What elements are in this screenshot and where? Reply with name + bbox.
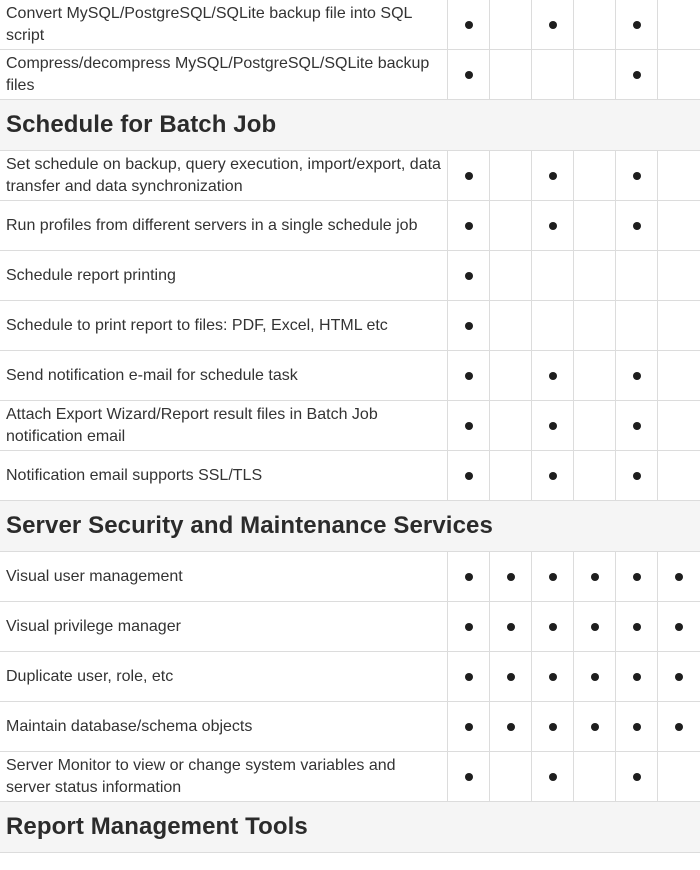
feature-label: Schedule to print report to files: PDF, Excel, HTML etc [0, 301, 448, 351]
table-row [0, 552, 700, 602]
support-cell-col-1 [448, 301, 490, 351]
support-cell-col-1 [448, 602, 490, 652]
support-cell-col-6 [658, 251, 700, 301]
support-cell-col-2 [490, 351, 532, 401]
supported-dot-icon [675, 573, 683, 581]
support-cell-col-4 [574, 151, 616, 201]
supported-dot-icon [465, 623, 473, 631]
supported-dot-icon [591, 673, 599, 681]
supported-dot-icon [507, 623, 515, 631]
supported-dot-icon [465, 723, 473, 731]
support-cell-col-6 [658, 552, 700, 602]
table-row [0, 50, 700, 100]
supported-dot-icon [549, 623, 557, 631]
support-cell-col-4 [574, 201, 616, 251]
table-row [0, 151, 700, 201]
support-cell-col-4 [574, 652, 616, 702]
support-cell-col-6 [658, 201, 700, 251]
support-cell-col-2 [490, 552, 532, 602]
supported-dot-icon [465, 222, 473, 230]
support-cell-col-3 [532, 702, 574, 752]
feature-label: Compress/decompress MySQL/PostgreSQL/SQLite backup files [0, 50, 448, 100]
support-cell-col-2 [490, 401, 532, 451]
support-cell-col-6 [658, 652, 700, 702]
feature-label: Visual privilege manager [0, 602, 448, 652]
support-cell-col-5 [616, 251, 658, 301]
support-cell-col-5 [616, 401, 658, 451]
support-cell-col-2 [490, 752, 532, 802]
support-cell-col-6 [658, 401, 700, 451]
support-cell-col-1 [448, 752, 490, 802]
supported-dot-icon [633, 623, 641, 631]
supported-dot-icon [465, 71, 473, 79]
feature-label: Notification email supports SSL/TLS [0, 451, 448, 501]
supported-dot-icon [549, 573, 557, 581]
support-cell-col-6 [658, 451, 700, 501]
support-cell-col-3 [532, 151, 574, 201]
support-cell-col-2 [490, 702, 532, 752]
support-cell-col-1 [448, 0, 490, 50]
support-cell-col-3 [532, 0, 574, 50]
supported-dot-icon [591, 623, 599, 631]
support-cell-col-3 [532, 652, 574, 702]
supported-dot-icon [465, 172, 473, 180]
feature-label: Set schedule on backup, query execution, import/export, data transfer and data synchronization [0, 151, 448, 201]
support-cell-col-4 [574, 50, 616, 100]
support-cell-col-1 [448, 201, 490, 251]
support-cell-col-4 [574, 351, 616, 401]
support-cell-col-4 [574, 451, 616, 501]
feature-label: Run profiles from different servers in a single schedule job [0, 201, 448, 251]
support-cell-col-5 [616, 702, 658, 752]
support-cell-col-6 [658, 301, 700, 351]
table-row [0, 752, 700, 802]
section-title-server-security-and-maintenance-services: Server Security and Maintenance Services [0, 501, 700, 552]
support-cell-col-2 [490, 301, 532, 351]
feature-label: Schedule report printing [0, 251, 448, 301]
supported-dot-icon [633, 21, 641, 29]
support-cell-col-6 [658, 752, 700, 802]
support-cell-col-5 [616, 351, 658, 401]
supported-dot-icon [507, 573, 515, 581]
supported-dot-icon [465, 773, 473, 781]
table-row [0, 401, 700, 451]
support-cell-col-1 [448, 702, 490, 752]
support-cell-col-6 [658, 351, 700, 401]
supported-dot-icon [465, 272, 473, 280]
support-cell-col-4 [574, 301, 616, 351]
feature-label: Server Monitor to view or change system variables and server status information [0, 752, 448, 802]
support-cell-col-3 [532, 301, 574, 351]
support-cell-col-1 [448, 50, 490, 100]
supported-dot-icon [633, 71, 641, 79]
supported-dot-icon [549, 372, 557, 380]
section-header-row [0, 100, 700, 151]
supported-dot-icon [591, 723, 599, 731]
support-cell-col-4 [574, 552, 616, 602]
support-cell-col-1 [448, 652, 490, 702]
supported-dot-icon [633, 673, 641, 681]
supported-dot-icon [465, 472, 473, 480]
feature-label: Duplicate user, role, etc [0, 652, 448, 702]
support-cell-col-1 [448, 151, 490, 201]
support-cell-col-5 [616, 552, 658, 602]
supported-dot-icon [465, 322, 473, 330]
table-row [0, 251, 700, 301]
support-cell-col-3 [532, 401, 574, 451]
support-cell-col-5 [616, 451, 658, 501]
feature-label: Visual user management [0, 552, 448, 602]
supported-dot-icon [549, 723, 557, 731]
supported-dot-icon [633, 172, 641, 180]
supported-dot-icon [675, 673, 683, 681]
support-cell-col-2 [490, 50, 532, 100]
feature-label: Maintain database/schema objects [0, 702, 448, 752]
supported-dot-icon [549, 472, 557, 480]
feature-label: Attach Export Wizard/Report result files in Batch Job notification email [0, 401, 448, 451]
supported-dot-icon [549, 21, 557, 29]
support-cell-col-2 [490, 652, 532, 702]
support-cell-col-5 [616, 752, 658, 802]
supported-dot-icon [549, 773, 557, 781]
support-cell-col-3 [532, 552, 574, 602]
table-row [0, 652, 700, 702]
support-cell-col-5 [616, 652, 658, 702]
support-cell-col-5 [616, 301, 658, 351]
supported-dot-icon [633, 472, 641, 480]
support-cell-col-3 [532, 351, 574, 401]
supported-dot-icon [465, 422, 473, 430]
supported-dot-icon [633, 222, 641, 230]
support-cell-col-6 [658, 0, 700, 50]
support-cell-col-4 [574, 752, 616, 802]
support-cell-col-2 [490, 201, 532, 251]
section-title-schedule-for-batch-job: Schedule for Batch Job [0, 100, 700, 151]
supported-dot-icon [549, 172, 557, 180]
support-cell-col-4 [574, 702, 616, 752]
support-cell-col-5 [616, 151, 658, 201]
support-cell-col-1 [448, 351, 490, 401]
section-header-row [0, 501, 700, 552]
section-title-report-management-tools: Report Management Tools [0, 802, 700, 853]
support-cell-col-4 [574, 0, 616, 50]
supported-dot-icon [633, 723, 641, 731]
support-cell-col-1 [448, 251, 490, 301]
supported-dot-icon [465, 372, 473, 380]
support-cell-col-3 [532, 752, 574, 802]
supported-dot-icon [465, 673, 473, 681]
support-cell-col-6 [658, 50, 700, 100]
table-row [0, 201, 700, 251]
support-cell-col-2 [490, 602, 532, 652]
table-row [0, 0, 700, 50]
table-row [0, 451, 700, 501]
supported-dot-icon [465, 573, 473, 581]
support-cell-col-2 [490, 0, 532, 50]
support-cell-col-3 [532, 251, 574, 301]
section-header-row [0, 802, 700, 853]
support-cell-col-2 [490, 151, 532, 201]
table-row [0, 301, 700, 351]
support-cell-col-1 [448, 451, 490, 501]
supported-dot-icon [633, 422, 641, 430]
table-row [0, 351, 700, 401]
support-cell-col-4 [574, 401, 616, 451]
support-cell-col-3 [532, 451, 574, 501]
support-cell-col-6 [658, 151, 700, 201]
supported-dot-icon [591, 573, 599, 581]
supported-dot-icon [549, 422, 557, 430]
supported-dot-icon [675, 723, 683, 731]
support-cell-col-5 [616, 602, 658, 652]
support-cell-col-6 [658, 702, 700, 752]
supported-dot-icon [549, 673, 557, 681]
support-cell-col-5 [616, 50, 658, 100]
supported-dot-icon [633, 573, 641, 581]
support-cell-col-4 [574, 602, 616, 652]
supported-dot-icon [507, 673, 515, 681]
feature-label: Convert MySQL/PostgreSQL/SQLite backup file into SQL script [0, 0, 448, 50]
support-cell-col-2 [490, 251, 532, 301]
support-cell-col-5 [616, 0, 658, 50]
supported-dot-icon [633, 773, 641, 781]
supported-dot-icon [675, 623, 683, 631]
support-cell-col-6 [658, 602, 700, 652]
support-cell-col-3 [532, 201, 574, 251]
support-cell-col-2 [490, 451, 532, 501]
support-cell-col-4 [574, 251, 616, 301]
supported-dot-icon [507, 723, 515, 731]
support-cell-col-1 [448, 552, 490, 602]
table-row [0, 702, 700, 752]
support-cell-col-5 [616, 201, 658, 251]
supported-dot-icon [465, 21, 473, 29]
table-row [0, 602, 700, 652]
feature-label: Send notification e-mail for schedule task [0, 351, 448, 401]
support-cell-col-3 [532, 50, 574, 100]
supported-dot-icon [549, 222, 557, 230]
support-cell-col-1 [448, 401, 490, 451]
support-cell-col-3 [532, 602, 574, 652]
supported-dot-icon [633, 372, 641, 380]
